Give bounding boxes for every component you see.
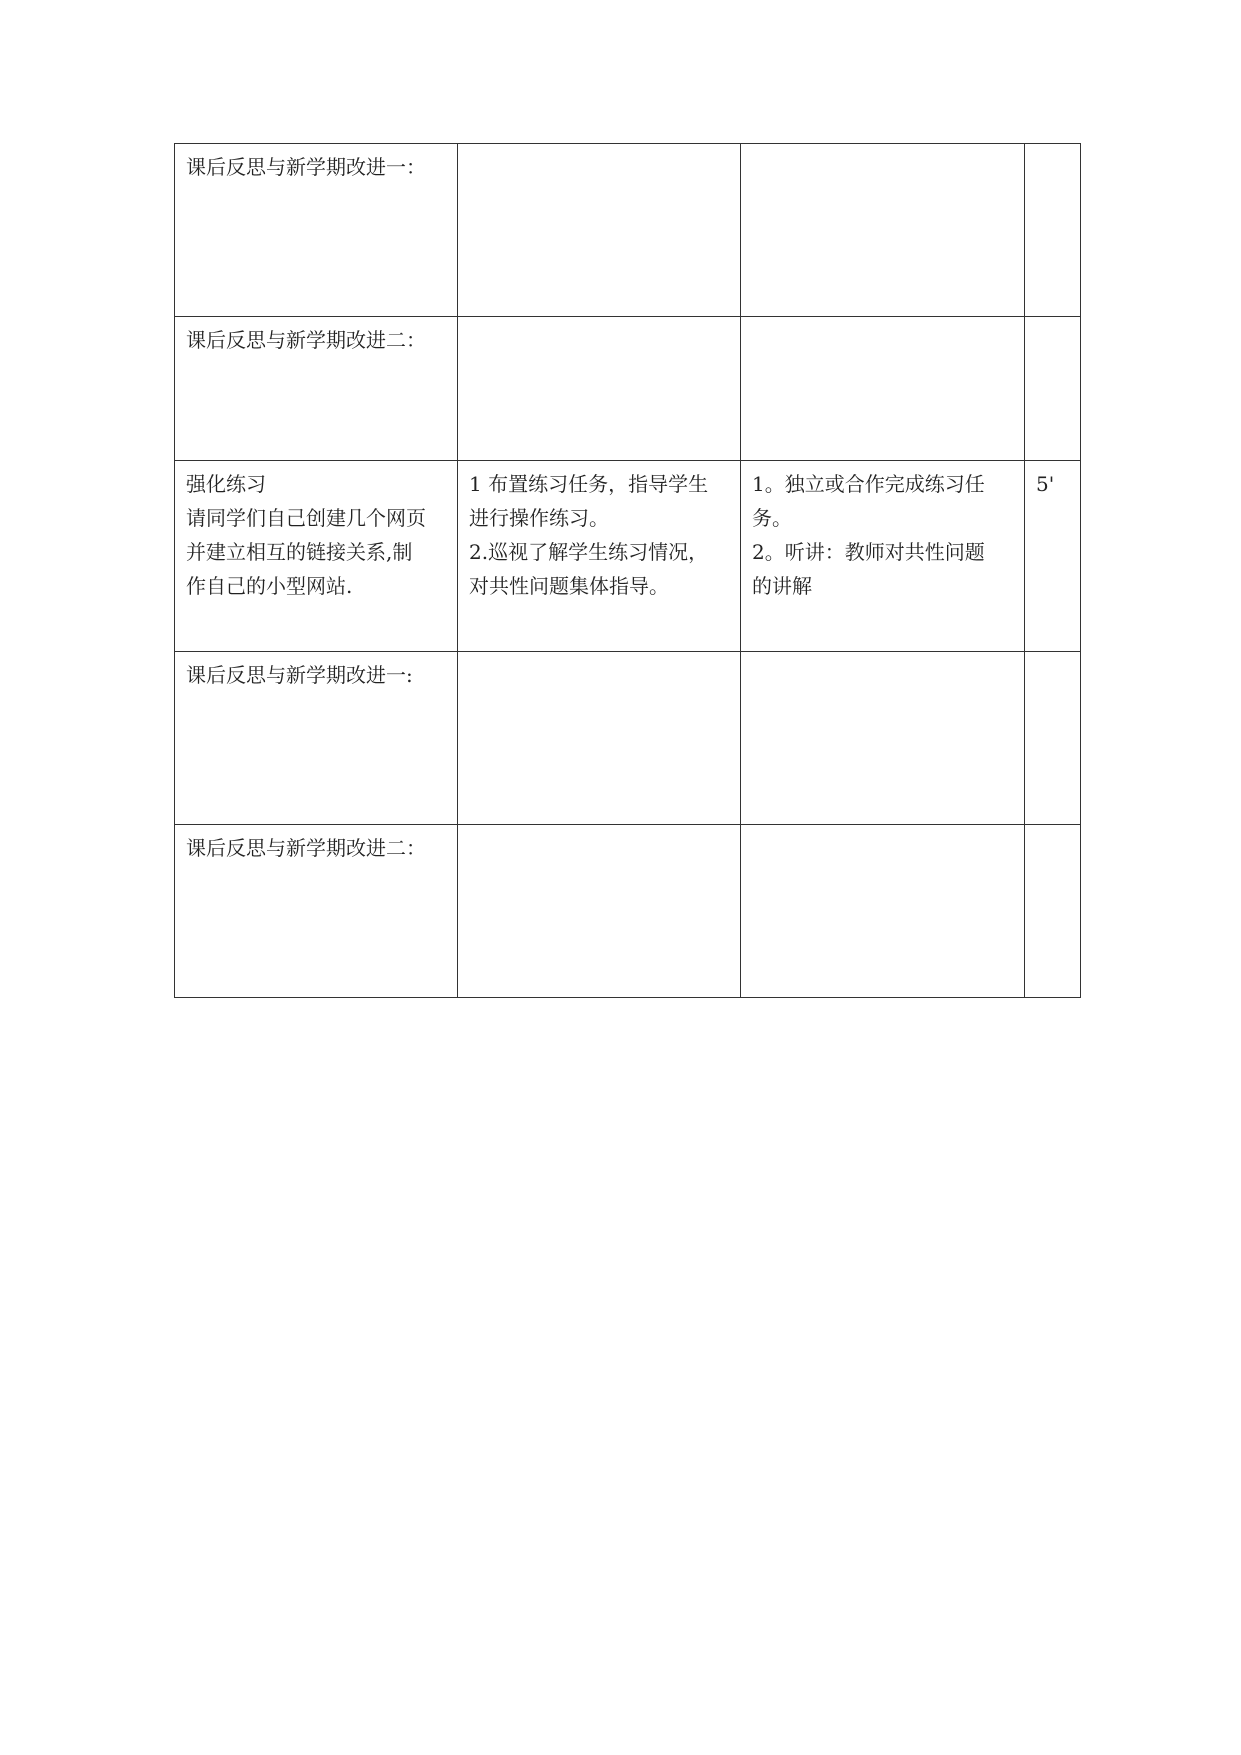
cell-text: 1 布置练习任务，指导学生 bbox=[469, 472, 709, 496]
cell-text: 2.巡视了解学生练习情况， bbox=[469, 540, 709, 564]
empty-cell bbox=[458, 144, 741, 317]
reflection-cell bbox=[175, 825, 458, 998]
cell-text: 5' bbox=[1036, 472, 1055, 496]
cell-text: 对共性问题集体指导。 bbox=[469, 574, 669, 598]
table-row bbox=[175, 825, 1081, 998]
cell-text: 并建立相互的链接关系,制 bbox=[186, 540, 413, 564]
time-cell bbox=[1025, 461, 1081, 652]
empty-cell bbox=[458, 317, 741, 461]
table-row bbox=[175, 144, 1081, 317]
lesson-plan-table bbox=[174, 143, 1081, 998]
reflection-cell bbox=[175, 652, 458, 825]
cell-text: 课后反思与新学期改进一： bbox=[186, 155, 426, 179]
cell-text: 的讲解 bbox=[752, 574, 812, 598]
cell-text: 1。独立或合作完成练习任 bbox=[752, 472, 985, 496]
cell-text: 进行操作练习。 bbox=[469, 506, 609, 530]
content-cell bbox=[175, 461, 458, 652]
empty-cell bbox=[1025, 825, 1081, 998]
empty-cell bbox=[1025, 144, 1081, 317]
cell-text: 强化练习 bbox=[186, 472, 266, 496]
cell-text: 务。 bbox=[752, 506, 792, 530]
cell-text: 2。听讲：教师对共性问题 bbox=[752, 540, 985, 564]
empty-cell bbox=[741, 144, 1025, 317]
table-row bbox=[175, 317, 1081, 461]
reflection-cell bbox=[175, 144, 458, 317]
empty-cell bbox=[741, 317, 1025, 461]
cell-text: 请同学们自己创建几个网页 bbox=[186, 506, 426, 530]
cell-text: 课后反思与新学期改进二： bbox=[186, 328, 426, 352]
teacher-activity-cell bbox=[458, 461, 741, 652]
empty-cell bbox=[741, 652, 1025, 825]
empty-cell bbox=[458, 652, 741, 825]
table-row bbox=[175, 652, 1081, 825]
cell-text: 课后反思与新学期改进一: bbox=[186, 663, 413, 687]
table-row bbox=[175, 461, 1081, 652]
empty-cell bbox=[458, 825, 741, 998]
cell-text: 作自己的小型网站. bbox=[186, 574, 353, 598]
empty-cell bbox=[741, 825, 1025, 998]
empty-cell bbox=[1025, 317, 1081, 461]
empty-cell bbox=[1025, 652, 1081, 825]
student-activity-cell bbox=[741, 461, 1025, 652]
cell-text: 课后反思与新学期改进二： bbox=[186, 836, 426, 860]
reflection-cell bbox=[175, 317, 458, 461]
